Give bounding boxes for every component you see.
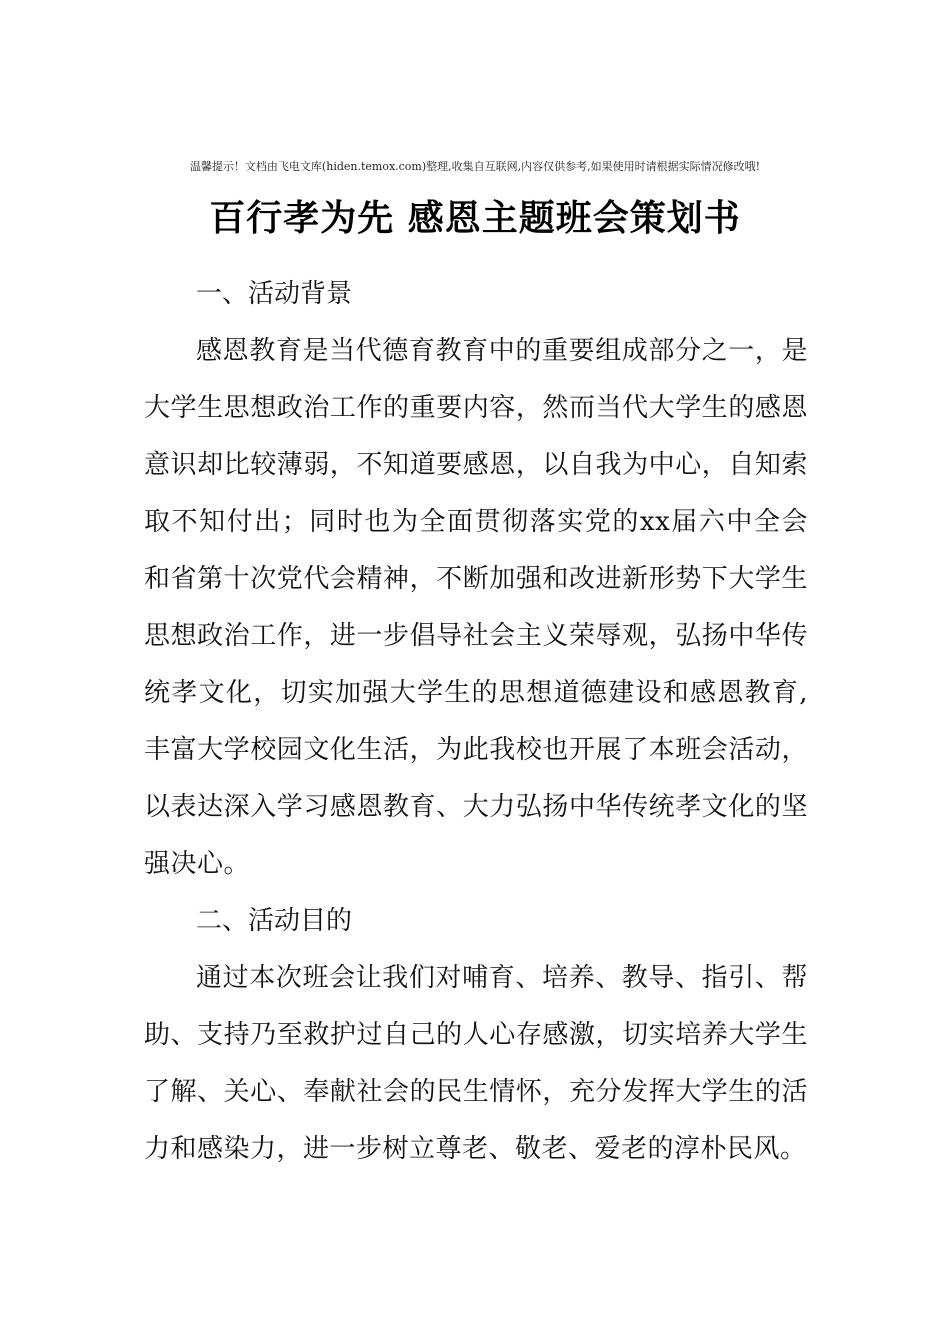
document-title: 百行孝为先 感恩主题班会策划书 xyxy=(209,197,741,239)
section-heading-background: 一、活动背景 xyxy=(196,279,353,309)
section-paragraph-background: 感恩教育是当代德育教育中的重要组成部分之一，是大学生思想政治工作的重要内容，然而当代大学生的感恩意识却比较薄弱，不知道要感恩，以自我为中心，自知索取不知付出；同时也为全面贯彻落实党的xx届六中全会和省第十次党代会精神，不断加强和改进新形势下大学生思想政治工作，进一步倡导社会主义荣辱观，弘扬中华传统孝文化，切实加强大学生的思想道德建设和感恩教育,丰富大学校园文化生活，为此我校也开展了本班会活动，以表达深入学习感恩教育、大力弘扬中华传统孝文化的坚强决心。 xyxy=(144,336,808,879)
document-body xyxy=(144,266,808,1178)
section-heading-purpose: 二、活动目的 xyxy=(196,906,353,936)
section-paragraph-purpose: 通过本次班会让我们对哺育、培养、教导、指引、帮助、支持乃至救护过自己的人心存感激，切实培养大学生了解、关心、奉献社会的民生情怀，充分发挥大学生的活力和感染力，进一步树立尊老、敬老、爱老的淳朴民风。 xyxy=(144,963,808,1164)
download-notice: 温馨提示！文档由飞电文库(hiden.temox.com)整理,收集自互联网,内容仅供参考,如果使用时请根据实际情况修改哦! xyxy=(189,160,761,173)
